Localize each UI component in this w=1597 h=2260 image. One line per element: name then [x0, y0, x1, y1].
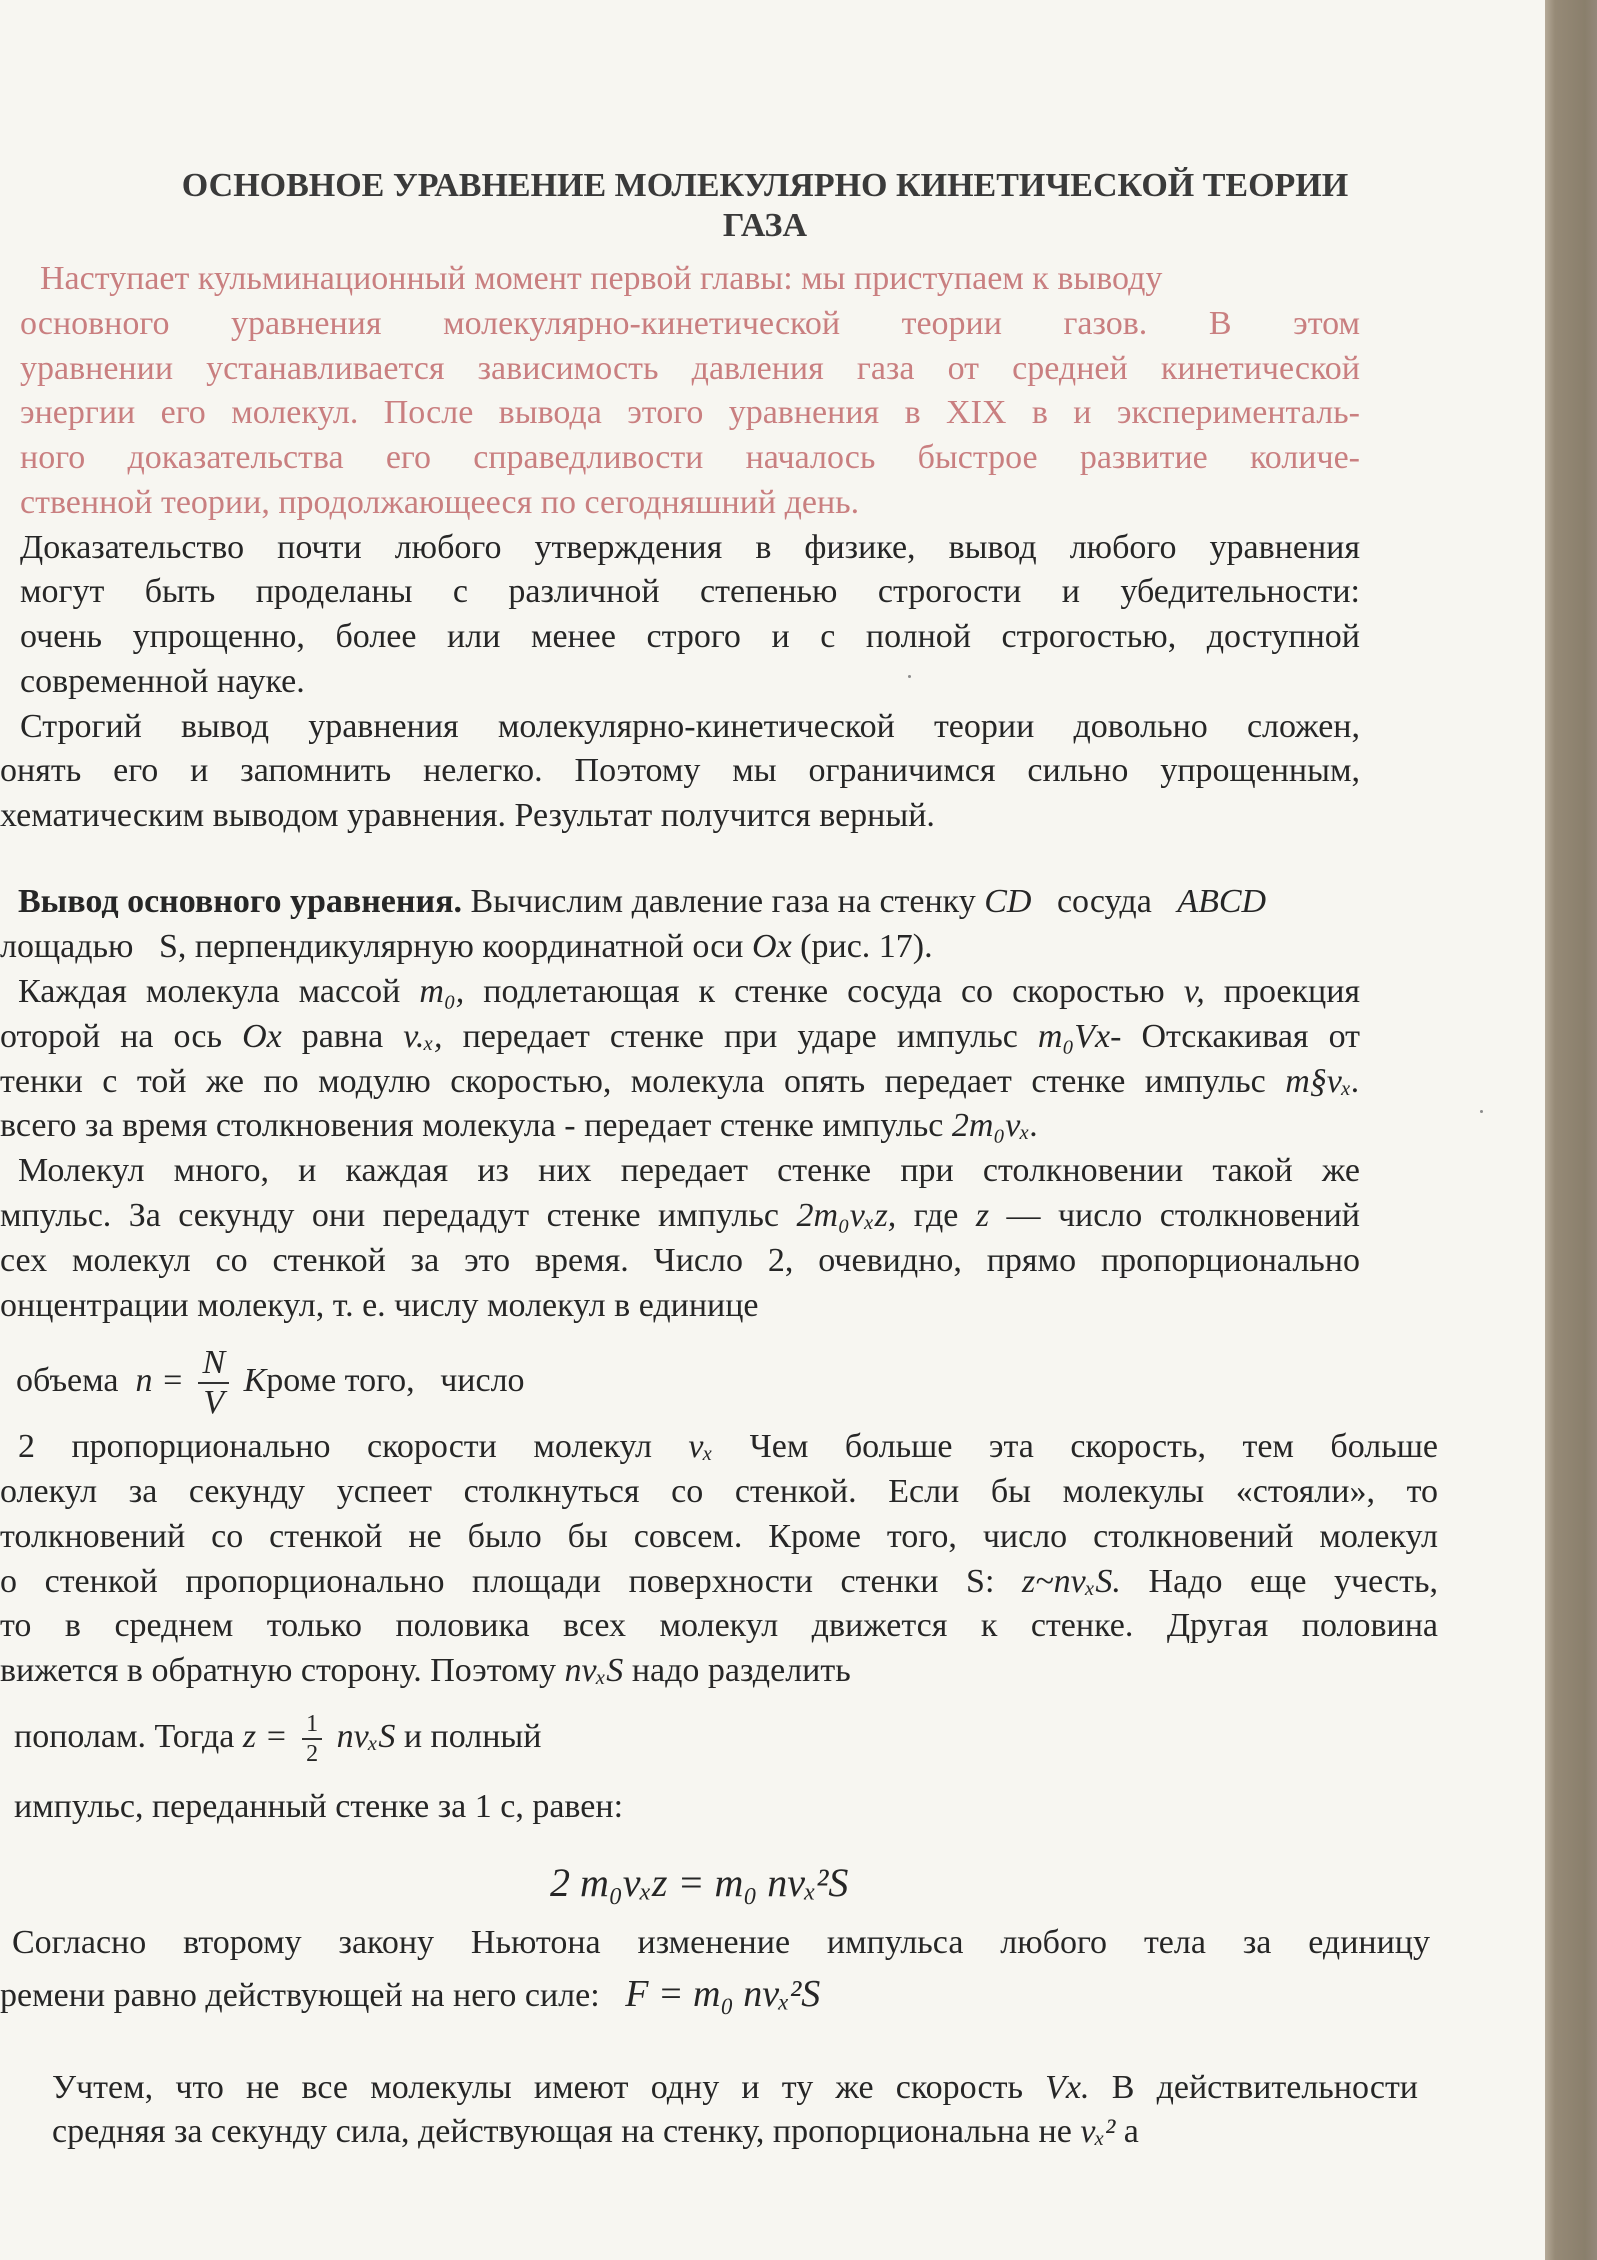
derivation-line-1	[18, 880, 1266, 924]
fraction-denominator: V	[203, 1384, 225, 1421]
text: — число столкновений	[1006, 1197, 1360, 1234]
text: равна	[301, 1018, 384, 1055]
text-perp: перпендикулярную координатной оси	[194, 928, 744, 965]
para5-line-1	[18, 970, 1360, 1014]
para6-line-4: онцентрации молекул, т. е. числу молекул в единице	[0, 1287, 759, 1324]
para3-line-2: онять его и запомнить нелегко. Поэтому мы ограничимся сильно упрощенным,	[0, 752, 1360, 789]
title-line-1: ОСНОВНОЕ УРАВНЕНИЕ МОЛЕКУЛЯРНО КИНЕТИЧЕСКОЙ ТЕОРИИ	[181, 167, 1349, 204]
para7-line-5: то в среднем только половика всех молекул движется к стенке. Другая половина	[0, 1607, 1438, 1644]
impulse-m0vx: m₀Vx-	[1037, 1018, 1122, 1055]
para3-line-1: Строгий вывод уравнения молекулярно-кинетической теории довольно сложен,	[20, 708, 1360, 745]
fraction-numerator: 1	[302, 1712, 322, 1740]
text: надо разделить	[631, 1652, 851, 1689]
para3-line-3: хематическим выводом уравнения. Результат получится верный.	[0, 797, 935, 834]
formula-nvxs: nvₓS	[336, 1718, 396, 1755]
velocity-vx: v.ₓ,	[403, 1018, 443, 1055]
text: Надо еще учесть,	[1148, 1563, 1439, 1600]
text: Отскакивая от	[1141, 1018, 1361, 1055]
intro-line-5: ного доказательства его справедливости началось быстрое развитие количе-	[20, 439, 1360, 476]
scan-edge-strip	[1545, 0, 1597, 2260]
intro-line-4: энергии его молекул. После вывода этого уравнения в XIX в и эксперименталь-	[20, 394, 1360, 431]
mass-m0: m₀,	[419, 973, 465, 1010]
para7-line-7	[14, 1712, 541, 1766]
fraction-numerator: N	[198, 1346, 229, 1384]
para6-line-2	[0, 1194, 1360, 1238]
text: Учтем, что не все молекулы имеют одну и ту же скорость	[52, 2069, 1023, 2106]
para9-line-2	[52, 2110, 1139, 2154]
title-line-2: ГАЗА	[722, 207, 808, 244]
text: мпульс. За секунду они передадут стенке импульс	[0, 1197, 779, 1234]
para7-line-3: толкновений со стенкой не было бы совсем. Кроме того, число столкновений молекул	[0, 1518, 1438, 1555]
velocity-v: v,	[1183, 973, 1205, 1010]
equation-force: F = m₀ nvₓ²S	[625, 1973, 821, 2015]
text: роме того,	[266, 1361, 415, 1399]
para7-line-8: импульс, переданный стенке за 1 с, равен:	[14, 1788, 624, 1825]
text: число	[440, 1361, 525, 1399]
axis-ox: Ox	[752, 928, 792, 965]
velocity-vx: Vx.	[1045, 2069, 1090, 2106]
text: 2 пропорционально скорости молекул	[18, 1428, 652, 1465]
para6-line-5	[16, 1346, 525, 1420]
italic-k: К	[243, 1361, 267, 1399]
para8-line-2	[0, 1972, 820, 2018]
text: подлетающая к стенке сосуда со скоростью	[483, 973, 1165, 1010]
text: Чем больше эта скорость, тем больше	[749, 1428, 1438, 1465]
scan-speck	[1480, 1110, 1483, 1113]
vessel-word: сосуда	[1056, 883, 1152, 920]
derivation-heading: Вывод основного уравнения.	[18, 883, 462, 920]
para7-line-4	[0, 1560, 1438, 1604]
fraction-one-half	[302, 1712, 322, 1766]
text: средняя за секунду сила, действующая на стенку, пропорциональна не	[52, 2113, 1072, 2150]
text: где	[913, 1197, 959, 1234]
text: проекция	[1223, 973, 1361, 1010]
vessel-abcd: ABCD	[1177, 883, 1267, 920]
text-s: S,	[158, 928, 187, 965]
text: объема	[16, 1361, 119, 1399]
para2-line-4: современной науке.	[20, 663, 305, 700]
fraction-denominator: 2	[306, 1741, 319, 1768]
para7-line-2: олекул за секунду успеет столкнуться со стенкой. Если бы молекулы «стояли», то	[0, 1473, 1438, 1510]
var-n: n =	[135, 1361, 184, 1399]
text: вижется в обратную сторону. Поэтому	[0, 1652, 557, 1689]
para7-line-6	[0, 1649, 851, 1693]
text: пополам. Тогда	[14, 1718, 235, 1755]
fig-ref: (рис. 17).	[800, 928, 933, 965]
para2-line-2: могут быть проделаны с различной степенью строгости и убедительности:	[20, 573, 1360, 610]
derivation-line-2	[0, 925, 933, 969]
intro-line-1: Наступает кульминационный момент первой главы: мы приступаем к выводу	[40, 260, 1163, 297]
para6-line-3: сех молекул со стенкой за это время. Число 2, очевидно, прямо пропорционально	[0, 1242, 1360, 1279]
text: а	[1123, 2113, 1139, 2150]
axis-ox: Ox	[242, 1018, 282, 1055]
para7-line-1	[18, 1425, 1438, 1469]
text: ремени равно действующей на него силе:	[0, 1977, 600, 2014]
text: о стенкой пропорционально площади поверхности стенки S:	[0, 1563, 995, 1600]
wall-cd: CD	[984, 883, 1032, 920]
para5-line-3	[0, 1060, 1360, 1104]
equation-impulse: 2 m₀vₓz = m₀ nvₓ²S	[550, 1860, 849, 1905]
text: В действительности	[1111, 2069, 1418, 2106]
intro-line-6: ственной теории, продолжающееся по сегодняшний день.	[20, 484, 860, 521]
var-z: z	[975, 1197, 990, 1234]
intro-line-3: уравнении устанавливается зависимость давления газа от средней кинетической	[20, 350, 1360, 387]
formula-nvxs: nvₓS	[564, 1652, 624, 1689]
formula-z-prop: z~nvₓS.	[1022, 1563, 1121, 1600]
text: передает стенке при ударе импульс	[462, 1018, 1018, 1055]
derivation-text: Вычислим давление газа на стенку	[470, 883, 976, 920]
impulse-2m0vxz: 2m₀vₓz,	[796, 1197, 897, 1234]
para5-line-2	[0, 1015, 1360, 1059]
para6-line-1: Молекул много, и каждая из них передает стенке при столкновении такой же	[18, 1152, 1360, 1189]
text-area: лощадью	[0, 928, 134, 965]
velocity-vx-squared: vₓ²	[1080, 2113, 1116, 2150]
intro-line-2: основного уравнения молекулярно-кинетической теории газов. В этом	[20, 305, 1360, 342]
para2-line-3: очень упрощенно, более или менее строго и с полной строгостью, доступной	[20, 618, 1360, 655]
var-z: z =	[242, 1718, 288, 1755]
para8-line-1: Согласно второму закону Ньютона изменение импульса любого тела за единицу	[12, 1924, 1430, 1961]
para5-line-4	[0, 1104, 1039, 1148]
impulse-m: m§vₓ.	[1285, 1063, 1361, 1100]
velocity-vx: vₓ	[688, 1428, 714, 1465]
text: оторой на ось	[0, 1018, 223, 1055]
para9-line-1	[52, 2066, 1418, 2110]
text: всего за время столкновения молекула - передает стенке импульс	[0, 1107, 944, 1144]
impulse-2m0vx: 2m₀vₓ.	[951, 1107, 1039, 1144]
text: тенки с той же по модулю скоростью, молекула опять передает стенке импульс	[0, 1063, 1266, 1100]
fraction-n-over-v	[198, 1346, 229, 1420]
text: и полный	[403, 1718, 542, 1755]
text: Каждая молекула массой	[18, 973, 401, 1010]
para2-line-1: Доказательство почти любого утверждения в физике, вывод любого уравнения	[20, 529, 1360, 566]
scan-speck	[908, 675, 911, 678]
